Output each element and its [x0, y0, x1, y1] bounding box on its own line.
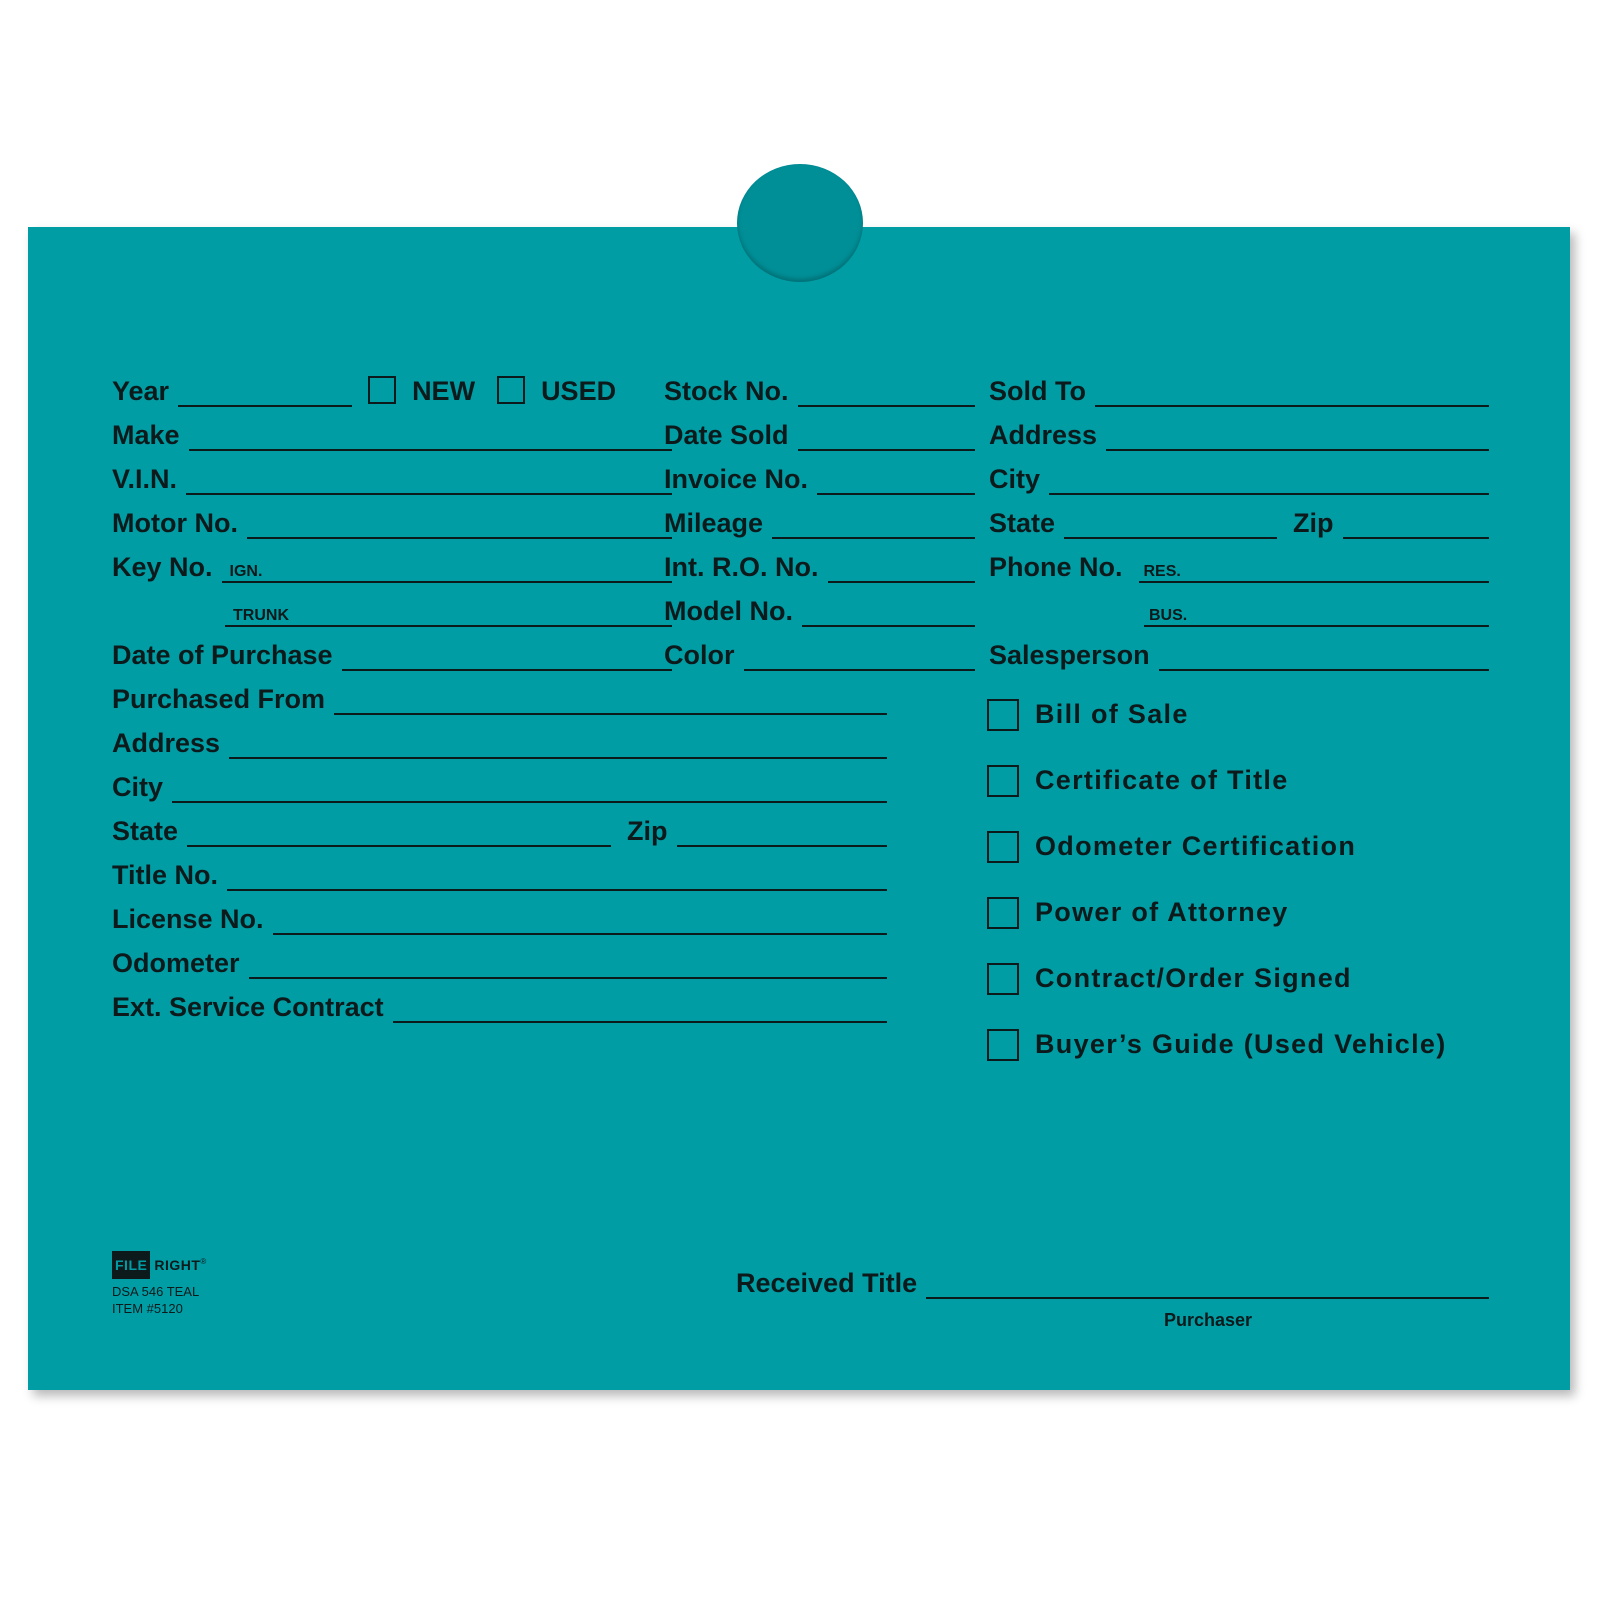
ext-service-contract-label: Ext. Service Contract: [112, 992, 384, 1022]
odometer-certification-checkbox[interactable]: [987, 831, 1019, 863]
odometer-input[interactable]: [249, 947, 887, 979]
color-input[interactable]: [744, 639, 976, 671]
bus-label: BUS.: [1149, 607, 1188, 624]
model-no-label: Model No.: [664, 596, 793, 626]
purchased-from-label: Purchased From: [112, 684, 326, 714]
phone-bus-input[interactable]: [1144, 595, 1489, 627]
int-ro-no-label: Int. R.O. No.: [664, 552, 819, 582]
logo-right-text: RIGHT: [154, 1257, 201, 1273]
key-no-label: Key No.: [112, 552, 213, 582]
purchase-state-field: [112, 811, 887, 847]
phone-no-label: Phone No.: [989, 552, 1123, 582]
purchase-city-input[interactable]: [172, 771, 887, 803]
invoice-no-input[interactable]: [817, 463, 975, 495]
envelope: [28, 227, 1570, 1390]
key-trunk-input[interactable]: [225, 595, 672, 627]
int-ro-no-input[interactable]: [828, 551, 976, 583]
received-title-field: [736, 1263, 1489, 1299]
buyer-city-input[interactable]: [1049, 463, 1489, 495]
res-label: RES.: [1143, 563, 1181, 580]
mileage-input[interactable]: [772, 507, 975, 539]
int-ro-no-field: [664, 547, 975, 583]
date-sold-field: [664, 415, 975, 451]
license-no-input[interactable]: [273, 903, 887, 935]
ext-service-contract-field: [112, 987, 887, 1023]
ext-service-contract-input[interactable]: [393, 991, 887, 1023]
title-no-label: Title No.: [112, 860, 219, 890]
used-checkbox[interactable]: [497, 376, 525, 404]
trunk-label: TRUNK: [233, 607, 289, 624]
vin-label: V.I.N.: [112, 464, 178, 494]
odometer-certification-label: Odometer Certification: [1035, 831, 1357, 861]
buyer-address-label: Address: [989, 420, 1098, 450]
title-no-field: [112, 855, 887, 891]
motor-no-input[interactable]: [247, 507, 672, 539]
logo-file-text: FILE: [112, 1251, 150, 1279]
vin-input[interactable]: [186, 463, 672, 495]
buyer-city-label: City: [989, 464, 1041, 494]
mileage-label: Mileage: [664, 508, 764, 538]
buyer-zip-input[interactable]: [1343, 507, 1489, 539]
buyer-state-field: [989, 503, 1489, 539]
buyer-state-input[interactable]: [1064, 507, 1277, 539]
vin-field: [112, 459, 672, 495]
odometer-label: Odometer: [112, 948, 240, 978]
make-label: Make: [112, 420, 180, 450]
phone-bus-field: [1144, 591, 1489, 627]
motor-no-field: [112, 503, 672, 539]
logo-trademark: ®: [200, 1257, 207, 1266]
year-input[interactable]: [178, 375, 352, 407]
buyer-zip-label: Zip: [1293, 508, 1334, 538]
purchase-zip-input[interactable]: [677, 815, 887, 847]
key-ign-input[interactable]: [222, 551, 672, 583]
new-label: NEW: [412, 376, 476, 406]
item-number: ITEM #5120: [112, 1301, 183, 1316]
contract-order-signed-checkbox[interactable]: [987, 963, 1019, 995]
power-of-attorney-checkbox[interactable]: [987, 897, 1019, 929]
stock-no-label: Stock No.: [664, 376, 789, 406]
buyer-state-label: State: [989, 508, 1056, 538]
purchase-zip-label: Zip: [627, 816, 668, 846]
color-field: [664, 635, 975, 671]
model-no-field: [664, 591, 975, 627]
buyer-address-input[interactable]: [1106, 419, 1489, 451]
model-no-input[interactable]: [802, 595, 975, 627]
received-title-input[interactable]: [926, 1267, 1489, 1299]
buyer-city-field: [989, 459, 1489, 495]
buyers-guide-label: Buyer’s Guide (Used Vehicle): [1035, 1029, 1447, 1059]
phone-res-input[interactable]: [1139, 551, 1490, 583]
title-no-input[interactable]: [227, 859, 887, 891]
make-input[interactable]: [189, 419, 672, 451]
salesperson-field: [989, 635, 1489, 671]
used-label: USED: [541, 376, 617, 406]
color-label: Color: [664, 640, 735, 670]
purchase-city-label: City: [112, 772, 164, 802]
salesperson-label: Salesperson: [989, 640, 1150, 670]
date-of-purchase-input[interactable]: [342, 639, 672, 671]
license-no-field: [112, 899, 887, 935]
purchase-address-field: [112, 723, 887, 759]
thumb-cut: [737, 164, 863, 282]
mileage-field: [664, 503, 975, 539]
year-label: Year: [112, 376, 170, 406]
date-of-purchase-field: [112, 635, 672, 671]
invoice-no-field: [664, 459, 975, 495]
date-sold-input[interactable]: [798, 419, 975, 451]
ign-label: IGN.: [229, 563, 263, 580]
certificate-of-title-checkbox[interactable]: [987, 765, 1019, 797]
sold-to-input[interactable]: [1095, 375, 1489, 407]
purchased-from-input[interactable]: [334, 683, 887, 715]
sold-to-field: [989, 371, 1489, 407]
invoice-no-label: Invoice No.: [664, 464, 809, 494]
certificate-of-title-label: Certificate of Title: [1035, 765, 1289, 795]
bill-of-sale-label: Bill of Sale: [1035, 699, 1189, 729]
stock-no-field: [664, 371, 975, 407]
key-trunk-field: [225, 591, 672, 627]
sold-to-label: Sold To: [989, 376, 1086, 406]
year-field: [112, 371, 656, 407]
contract-order-signed-label: Contract/Order Signed: [1035, 963, 1352, 993]
buyer-address-field: [989, 415, 1489, 451]
purchase-address-input[interactable]: [229, 727, 887, 759]
purchaser-caption: Purchaser: [1164, 1310, 1253, 1330]
salesperson-input[interactable]: [1159, 639, 1489, 671]
purchase-state-input[interactable]: [187, 815, 611, 847]
license-no-label: License No.: [112, 904, 264, 934]
date-sold-label: Date Sold: [664, 420, 789, 450]
bill-of-sale-checkbox[interactable]: [987, 699, 1019, 731]
make-field: [112, 415, 672, 451]
purchase-address-label: Address: [112, 728, 221, 758]
odometer-field: [112, 943, 887, 979]
phone-no-field: [989, 547, 1489, 583]
date-of-purchase-label: Date of Purchase: [112, 640, 333, 670]
fileright-logo: [112, 1251, 206, 1279]
purchase-city-field: [112, 767, 887, 803]
key-no-field: [112, 547, 672, 583]
power-of-attorney-label: Power of Attorney: [1035, 897, 1289, 927]
motor-no-label: Motor No.: [112, 508, 238, 538]
stock-no-input[interactable]: [798, 375, 975, 407]
buyers-guide-checkbox[interactable]: [987, 1029, 1019, 1061]
new-checkbox[interactable]: [368, 376, 396, 404]
product-code: DSA 546 TEAL: [112, 1284, 200, 1299]
received-title-label: Received Title: [736, 1268, 918, 1298]
purchased-from-field: [112, 679, 887, 715]
purchase-state-label: State: [112, 816, 179, 846]
